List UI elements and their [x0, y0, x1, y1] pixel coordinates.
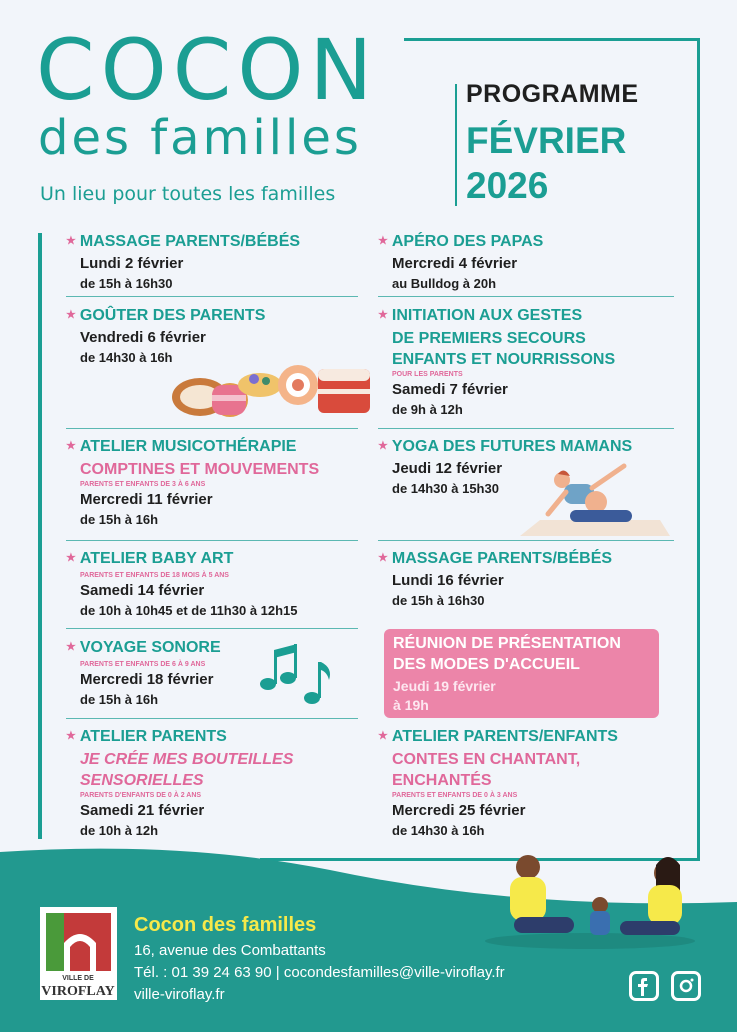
family-illustration [480, 845, 695, 950]
event-note: PARENTS ET ENFANTS DE 6 À 9 ANS [80, 661, 206, 668]
star-icon: ★ [378, 235, 388, 247]
separator [66, 296, 358, 297]
programme-label: PROGRAMME [466, 80, 639, 108]
event-note: POUR LES PARENTS [392, 371, 463, 378]
event-title: MASSAGE PARENTS/BÉBÉS [79, 233, 301, 250]
event-title: RÉUNION DE PRÉSENTATION [393, 635, 621, 652]
separator [378, 428, 674, 429]
footer-address: 16, avenue des Combattants [134, 942, 326, 959]
event-contes [378, 726, 618, 840]
event-secours [378, 305, 615, 419]
separator [66, 540, 358, 541]
footer-contact[interactable]: Tél. : 01 39 24 63 90 | cocondesfamilles@ville-viroflay.fr [134, 964, 505, 981]
event-massage-16 [378, 548, 612, 610]
logo-des-familles: des familles [38, 110, 362, 166]
event-time: au Bulldog à 20h [392, 276, 497, 291]
event-note: PARENTS D'ENFANTS DE 0 À 2 ANS [80, 792, 202, 799]
event-date: Mercredi 18 février [80, 671, 214, 688]
event-title: YOGA DES FUTURES MAMANS [391, 438, 633, 455]
event-title: MASSAGE PARENTS/BÉBÉS [391, 550, 613, 567]
tagline: Un lieu pour toutes les familles [40, 183, 336, 205]
instagram-icon[interactable] [671, 971, 701, 1001]
star-icon: ★ [66, 440, 76, 452]
event-time: de 14h30 à 16h [80, 350, 173, 365]
event-title: ATELIER PARENTS/ENFANTS [391, 728, 618, 745]
event-note: PARENTS ET ENFANTS DE 18 MOIS À 5 ANS [80, 572, 229, 579]
event-date: Mercredi 11 février [80, 491, 213, 508]
music-notes-icon [258, 636, 340, 708]
event-date: Jeudi 12 février [392, 460, 503, 477]
frame-line [697, 38, 700, 861]
footer-website[interactable]: ville-viroflay.fr [134, 986, 225, 1003]
logo-city-text: VIROFLAY [41, 984, 115, 999]
event-title: DE PREMIERS SECOURS [392, 330, 586, 347]
event-date: Vendredi 6 février [80, 329, 206, 346]
event-date: Samedi 21 février [80, 802, 205, 819]
event-note: PARENTS ET ENFANTS DE 0 À 3 ANS [392, 792, 518, 799]
event-time: de 15h à 16h30 [80, 276, 173, 291]
star-icon: ★ [66, 309, 76, 321]
reunion-highlight-box [384, 629, 659, 718]
separator [66, 718, 358, 719]
star-icon: ★ [66, 552, 76, 564]
event-title: INITIATION AUX GESTES [391, 307, 583, 324]
event-date: Mercredi 25 février [392, 802, 526, 819]
logo-cocon: COCON [36, 21, 379, 119]
event-date: Mercredi 4 février [392, 255, 518, 272]
viroflay-logo [40, 907, 117, 1000]
event-title: DES MODES D'ACCUEIL [393, 656, 580, 673]
star-icon: ★ [66, 235, 76, 247]
event-time: de 9h à 12h [392, 402, 463, 417]
event-time: de 10h à 10h45 et de 11h30 à 12h15 [80, 603, 298, 618]
event-apero [378, 231, 543, 293]
event-date: Jeudi 19 février [393, 678, 496, 694]
facebook-icon[interactable] [629, 971, 659, 1001]
event-title: ATELIER BABY ART [79, 550, 234, 567]
event-note: PARENTS ET ENFANTS DE 3 À 6 ANS [80, 481, 206, 488]
programme-year: 2026 [466, 165, 549, 206]
event-date: Lundi 2 février [80, 255, 184, 272]
separator [66, 428, 358, 429]
event-title: ATELIER MUSICOTHÉRAPIE [79, 438, 297, 455]
event-time: de 15h à 16h [80, 512, 159, 527]
event-subtitle: CONTES EN CHANTANT, [392, 751, 581, 768]
separator [378, 540, 674, 541]
event-time: à 19h [393, 697, 429, 713]
frame-line [38, 233, 42, 839]
event-musicotherapie [66, 436, 319, 529]
event-massage-2 [66, 231, 300, 293]
event-voyage-sonore [66, 637, 221, 709]
star-icon: ★ [378, 440, 388, 452]
programme-month: FÉVRIER [466, 120, 627, 161]
event-title: GOÛTER DES PARENTS [79, 307, 266, 324]
logo-small-text: VILLE DE [62, 975, 94, 982]
event-date: Samedi 14 février [80, 582, 205, 599]
pastries-illustration [170, 355, 375, 420]
separator [378, 296, 674, 297]
event-title: ENFANTS ET NOURRISSONS [392, 351, 616, 368]
event-time: de 14h30 à 15h30 [392, 481, 499, 496]
separator [66, 628, 358, 629]
event-bouteilles [66, 726, 293, 840]
event-subtitle: JE CRÉE MES BOUTEILLES [80, 751, 294, 768]
star-icon: ★ [66, 641, 76, 653]
event-time: de 15h à 16h [80, 692, 159, 707]
event-date: Lundi 16 février [392, 572, 504, 589]
event-date: Samedi 7 février [392, 381, 508, 398]
event-title: ATELIER PARENTS [79, 728, 227, 745]
programme-divider [455, 84, 457, 206]
frame-line [404, 38, 700, 41]
footer-title: Cocon des familles [134, 914, 317, 936]
event-subtitle: SENSORIELLES [80, 772, 204, 789]
star-icon: ★ [66, 730, 76, 742]
event-title: VOYAGE SONORE [79, 639, 221, 656]
event-subtitle: COMPTINES ET MOUVEMENTS [80, 461, 320, 478]
star-icon: ★ [378, 552, 388, 564]
star-icon: ★ [378, 309, 388, 321]
event-time: de 15h à 16h30 [392, 593, 485, 608]
event-time: de 14h30 à 16h [392, 823, 485, 838]
event-subtitle: ENCHANTÉS [392, 772, 492, 789]
yoga-illustration [520, 458, 670, 538]
event-time: de 10h à 12h [80, 823, 159, 838]
event-title: APÉRO DES PAPAS [391, 233, 544, 250]
star-icon: ★ [378, 730, 388, 742]
event-baby-art [66, 548, 298, 620]
